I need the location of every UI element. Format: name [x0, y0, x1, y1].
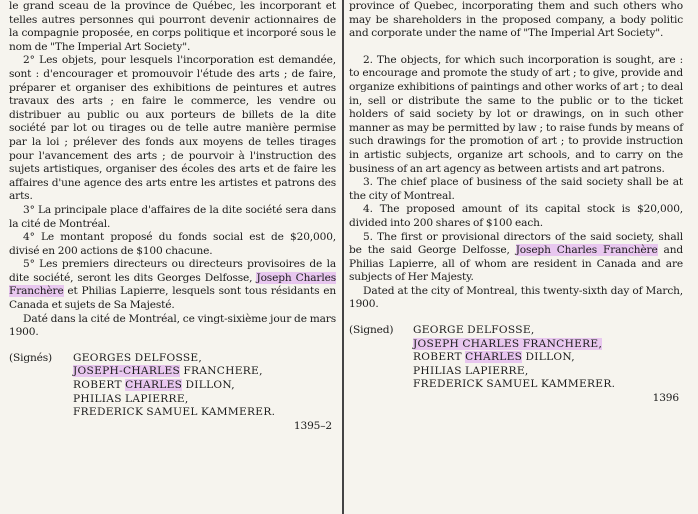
highlighted-name: Joseph Charles Franchère [9, 271, 336, 298]
highlighted-name: JOSEPH-CHARLES [73, 365, 181, 378]
highlighted-name: Joseph Charles Franchère [515, 244, 658, 257]
signature-line: GEORGE DELFOSSE, [413, 324, 535, 337]
notice-number: 1396 [652, 392, 679, 405]
capital-paragraph: 4° Le montant proposé du fonds social est de $20,000, divisé en 200 actions de $100 chacune. [9, 231, 336, 257]
signature-line: PHILIAS LAPIERRE, [73, 392, 189, 405]
objects-paragraph: 2. The objects, for which such incorporation is sought, are : to encourage and promote the study of art ; to give, provide and organize exhibitions of paintings and other works of art ; to deal in, sell or distribute the same to the public or to the ticket holders of said society by lot or drawings, on in such other manner as may be permitted by law ; to raise funds by means of such drawings for the promotion of art ; to provide instruction in artistic subjects, organize art schools, and to carry on the business of an art agency as between artists and art patrons. [349, 53, 683, 175]
place-paragraph: 3. The chief place of business of the said society shall be at the city of Montreal. [349, 176, 683, 202]
signature-line: FREDERICK SAMUEL KAMMERER. [413, 378, 616, 391]
highlighted-name: JOSEPH CHARLES FRANCHERE, [413, 337, 603, 350]
signature-line: GEORGES DELFOSSE, [73, 351, 203, 364]
notice-number: 1395–2 [293, 419, 332, 432]
signature-line: ROBERT CHARLES DILLON, [413, 351, 575, 364]
signed-label: (Signés) [9, 351, 53, 364]
signature-line [413, 338, 683, 352]
objects-paragraph: 2° Les objets, pour lesquels l'incorporation est demandée, sont : d'encourager et promouvoir l'étude des arts ; de faire, préparer et organiser des exhibitions de peintures et autres travaux des arts ; en faire le commerce, les vendre ou distribuer au public ou aux porteurs de billets de la dite société par lot ou tirages ou de telle autre manière permise par la loi ; prélever des fonds aux moyens de telles tirages pour l'avancement des arts ; de pourvoir à l'instruction des sujets artistiques, organiser des écoles des arts et de faire les affaires d'une agence des arts entre les artistes et patrons des arts. [9, 54, 336, 203]
capital-paragraph: 4. The proposed amount of its capital stock is $20,000, divided into 200 shares of $100 each. [349, 203, 683, 229]
directors-paragraph: 5° Les premiers directeurs ou directeurs provisoires de la dite société, seront les dits Georges Delfosse, Joseph Charles Franchère et Philias Lapierre, lesquels sont tous résidants en Canada et sujets de Sa Majesté. [9, 258, 336, 312]
signature-line: FREDERICK SAMUEL KAMMERER. [73, 406, 276, 419]
signed-label: (Signed) [349, 324, 394, 337]
signature-line: JOSEPH-CHARLES FRANCHERE, [73, 365, 263, 378]
intro-paragraph: province of Quebec, incorporating them and such others who may be shareholders in the proposed company, a body politic and corporate under the name of "The Imperial Art Society". [349, 0, 683, 40]
date-paragraph: Dated at the city of Montreal, this twenty-sixth day of March, 1900. [349, 284, 683, 311]
column-divider [342, 0, 344, 514]
highlighted-name: CHARLES [125, 379, 183, 392]
highlighted-name: CHARLES [465, 351, 523, 364]
signatures-block [349, 324, 683, 406]
french-column [9, 0, 336, 433]
english-column [349, 0, 683, 406]
place-paragraph: 3° La principale place d'affaires de la dite société sera dans la cité de Montréal. [9, 203, 336, 230]
directors-paragraph: 5. The first or provisional directors of the said society, shall be the said George Delfosse, Joseph Charles Franchère and Philias Lapierre, all of whom are resident in Canada and are subjects of Her Majesty. [349, 230, 684, 284]
signature-line: PHILIAS LAPIERRE, [413, 364, 529, 377]
signature-line: ROBERT CHARLES DILLON, [73, 379, 235, 392]
intro-paragraph: le grand sceau de la province de Québec, les incorporant et telles autres personnes qui pourront devenir actionnaires de la compagnie proposée, en corps politique et incorporé sous le nom de "The Imperial Art Society". [9, 0, 336, 53]
date-paragraph: Daté dans la cité de Montréal, ce vingt-sixième jour de mars 1900. [9, 312, 336, 339]
signatures-block [9, 352, 336, 434]
